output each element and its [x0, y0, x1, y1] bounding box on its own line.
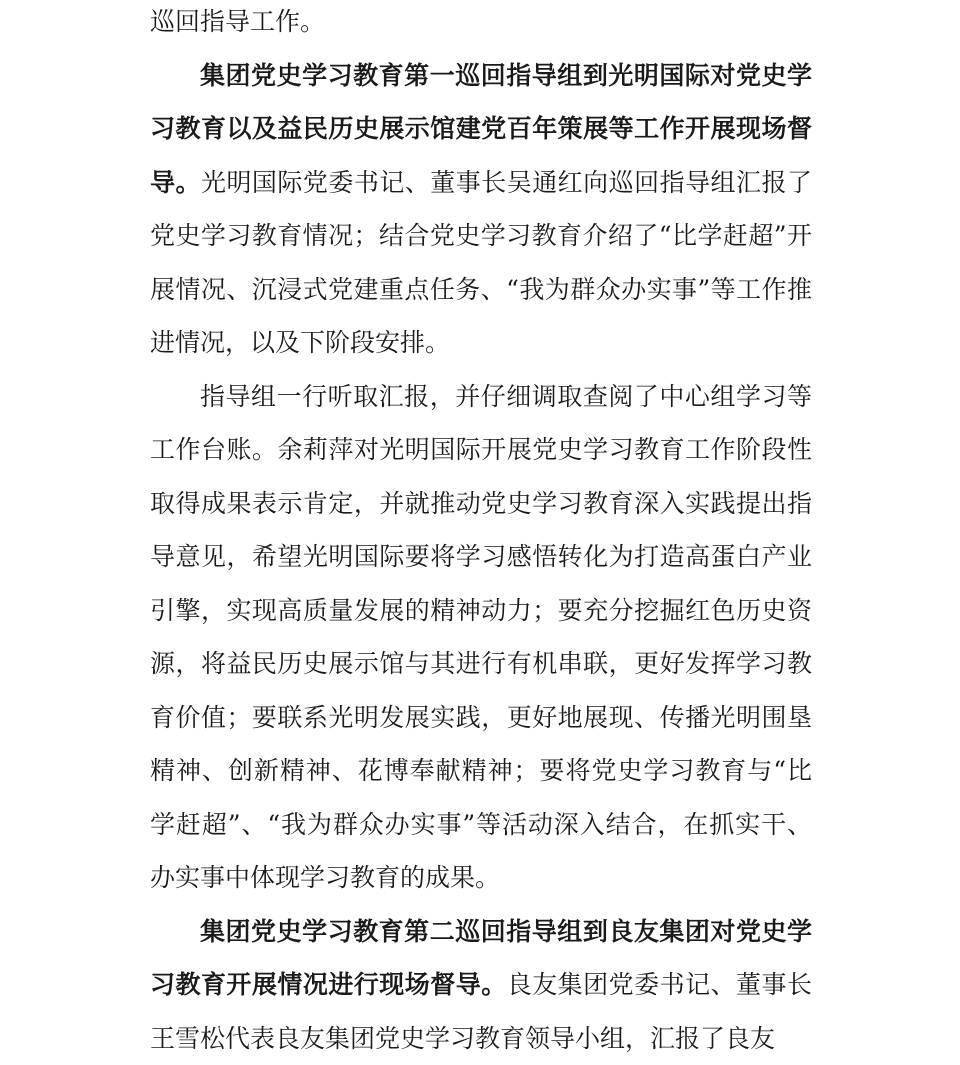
paragraph-1-lead: 集团党史学习教育第一巡回指导组到光明国际对党史学习教育以及益民历史展示馆建党百年策展等工作开展现场督导。 — [150, 60, 812, 197]
paragraph-3-body: 良友集团党委书记、董事长王雪松代表良友集团党史学习教育领导小组，汇报了良友 — [150, 970, 812, 1053]
paragraph-1-body: 光明国际党委书记、董事长吴通红向巡回指导组汇报了党史学习教育情况；结合党史学习教育介绍了“比学赶超”开展情况、沉浸式党建重点任务、“我为群众办实事”等工作推进情况，以及下阶段安排。 — [150, 167, 812, 357]
continuation-text: 巡回指导工作。 — [150, 7, 326, 36]
document-page — [150, 0, 812, 1065]
paragraph-3 — [150, 905, 812, 1065]
paragraph-3-lead: 集团党史学习教育第二巡回指导组到良友集团对党史学习教育开展情况进行现场督导。 — [150, 916, 812, 999]
paragraph-2-body: 指导组一行听取汇报，并仔细调取查阅了中心组学习等工作台账。余莉萍对光明国际开展党史学习教育工作阶段性取得成果表示肯定，并就推动党史学习教育深入实践提出指导意见，希望光明国际要将学习感悟转化为打造高蛋白产业引擎，实现高质量发展的精神动力；要充分挖掘红色历史资源，将益民历史展示馆与其进行有机串联，更好发挥学习教育价值；要联系光明发展实践，更好地展现、传播光明围垦精神、创新精神、花博奉献精神；要将党史学习教育与“比学赶超”、“我为群众办实事”等活动深入结合，在抓实干、办实事中体现学习教育的成果。 — [150, 381, 812, 892]
paragraph-2 — [150, 370, 812, 905]
paragraph-1 — [150, 49, 812, 370]
